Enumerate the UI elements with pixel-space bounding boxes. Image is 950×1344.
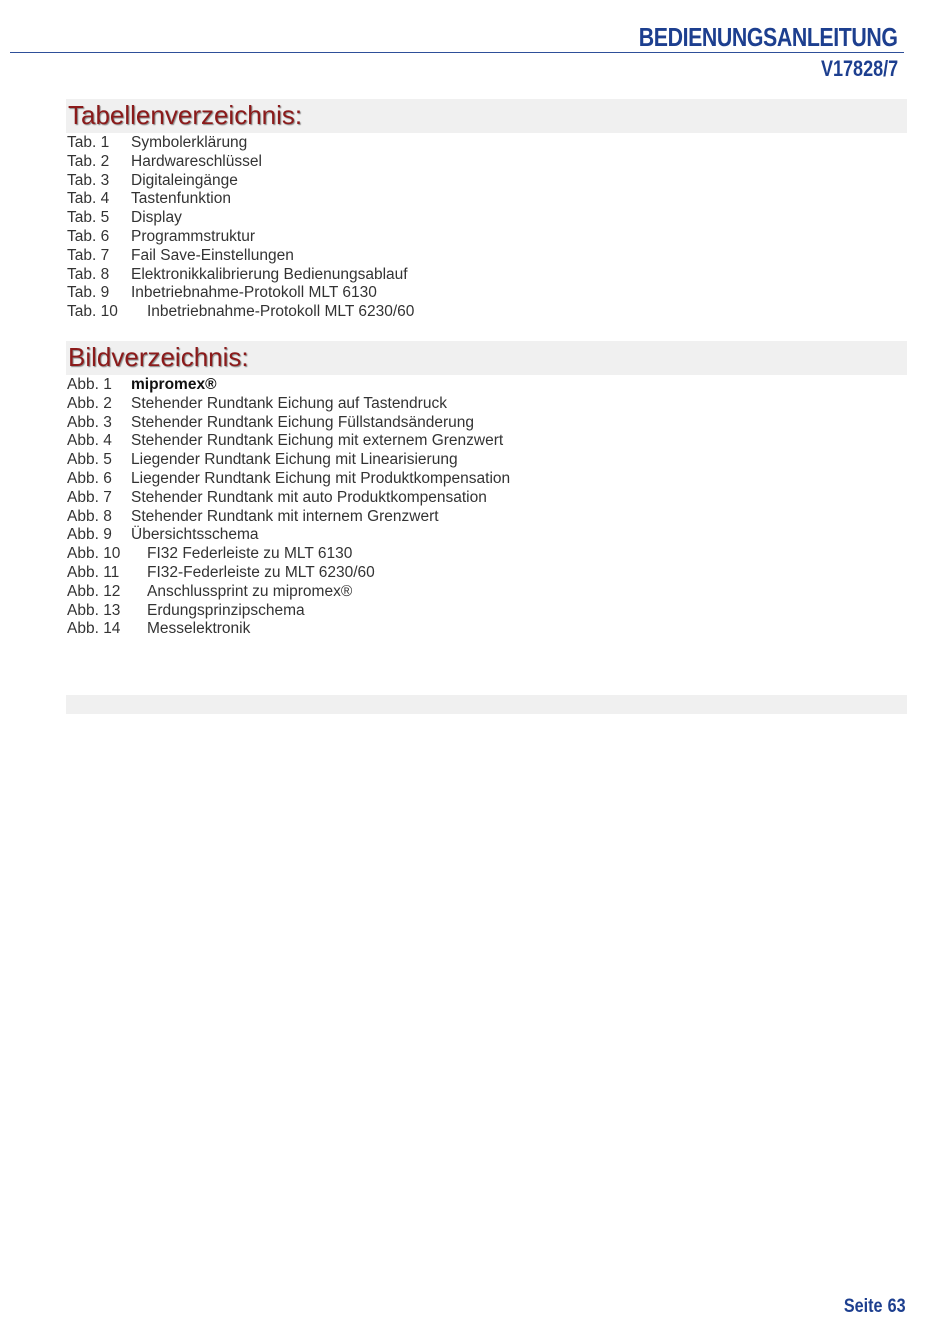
item-label: Stehender Rundtank mit auto Produktkompensation xyxy=(131,488,487,506)
item-label: Anschlussprint zu mipromex® xyxy=(147,582,353,600)
item-number: Tab. 1 xyxy=(67,134,110,151)
item-label: Stehender Rundtank Eichung auf Tastendruck xyxy=(131,394,447,412)
item-label: Tastenfunktion xyxy=(131,190,231,208)
list-item[interactable] xyxy=(67,153,414,172)
list-item[interactable] xyxy=(67,620,510,639)
list-item[interactable] xyxy=(67,303,414,322)
item-number: Abb. 4 xyxy=(67,432,112,450)
item-label: Stehender Rundtank Eichung mit externem Grenzwert xyxy=(131,432,504,450)
item-number: Abb. 6 xyxy=(67,469,112,487)
item-number: Abb. 1 xyxy=(67,376,112,393)
item-label: mipromex® xyxy=(131,376,217,393)
list-item[interactable] xyxy=(67,470,510,489)
item-label: Liegender Rundtank Eichung mit Produktkompensation xyxy=(131,469,511,487)
item-label: Übersichtsschema xyxy=(131,526,259,544)
figures-section-header xyxy=(66,341,907,375)
item-number: Tab. 2 xyxy=(67,152,110,170)
item-label: Stehender Rundtank Eichung Füllstandsänderung xyxy=(131,413,474,431)
item-label: Erdungsprinzipschema xyxy=(147,601,305,619)
figures-section-title: Bildverzeichnis: xyxy=(68,342,249,372)
item-label: Messelektronik xyxy=(147,620,251,638)
item-label: Symbolerklärung xyxy=(131,134,248,151)
list-item[interactable] xyxy=(67,247,414,266)
item-label: Programmstruktur xyxy=(131,227,256,245)
item-label: FI32-Federleiste zu MLT 6230/60 xyxy=(147,563,375,581)
item-number: Abb. 3 xyxy=(67,413,112,431)
table-of-figures xyxy=(67,376,510,639)
item-number: Abb. 5 xyxy=(67,451,112,469)
tables-section-header xyxy=(66,99,907,133)
list-item[interactable] xyxy=(67,545,510,564)
page-footer xyxy=(844,1296,906,1318)
list-item[interactable] xyxy=(67,489,510,508)
item-number: Abb. 10 xyxy=(67,545,121,563)
list-item[interactable] xyxy=(67,172,414,191)
item-label: Elektronikkalibrierung Bedienungsablauf xyxy=(131,265,408,283)
list-item[interactable] xyxy=(67,190,414,209)
item-number: Tab. 5 xyxy=(67,209,110,227)
item-label: Fail Save-Einstellungen xyxy=(131,246,294,264)
empty-section-bar xyxy=(66,695,907,714)
item-number: Tab. 10 xyxy=(67,303,118,321)
item-number: Tab. 9 xyxy=(67,284,110,302)
list-item[interactable] xyxy=(67,508,510,527)
item-number: Tab. 8 xyxy=(67,265,110,283)
item-number: Abb. 13 xyxy=(67,601,121,619)
list-item[interactable] xyxy=(67,451,510,470)
item-number: Abb. 7 xyxy=(67,488,112,506)
header-divider xyxy=(10,52,904,53)
list-item[interactable] xyxy=(67,266,414,285)
list-item[interactable] xyxy=(67,564,510,583)
item-number: Tab. 3 xyxy=(67,171,110,189)
item-number: Tab. 6 xyxy=(67,227,110,245)
item-label: Hardwareschlüssel xyxy=(131,152,262,170)
item-number: Tab. 7 xyxy=(67,246,110,264)
item-label: Digitaleingänge xyxy=(131,171,238,189)
tables-section-title: Tabellenverzeichnis: xyxy=(68,100,303,130)
list-item[interactable] xyxy=(67,284,414,303)
list-item[interactable] xyxy=(67,602,510,621)
item-number: Tab. 4 xyxy=(67,190,110,208)
list-item[interactable] xyxy=(67,432,510,451)
item-label: Inbetriebnahme-Protokoll MLT 6130 xyxy=(131,284,377,302)
item-number: Abb. 8 xyxy=(67,507,112,525)
item-label: Display xyxy=(131,209,182,227)
list-item[interactable] xyxy=(67,526,510,545)
table-of-tables xyxy=(67,134,414,322)
list-item[interactable] xyxy=(67,395,510,414)
list-item[interactable] xyxy=(67,376,510,395)
list-item[interactable] xyxy=(67,228,414,247)
document-title: BEDIENUNGSANLEITUNG xyxy=(639,22,898,52)
item-label: Liegender Rundtank Eichung mit Linearisierung xyxy=(131,451,458,469)
list-item[interactable] xyxy=(67,209,414,228)
item-label: Stehender Rundtank mit internem Grenzwert xyxy=(131,507,439,525)
item-label: Inbetriebnahme-Protokoll MLT 6230/60 xyxy=(147,303,415,321)
list-item[interactable] xyxy=(67,414,510,433)
item-number: Abb. 14 xyxy=(67,620,121,638)
page-number: 63 xyxy=(888,1296,906,1317)
item-number: Abb. 11 xyxy=(67,563,120,581)
document-number: V17828/7 xyxy=(820,56,898,81)
item-number: Abb. 9 xyxy=(67,526,112,544)
item-number: Abb. 2 xyxy=(67,394,112,412)
page-label: Seite xyxy=(844,1296,883,1317)
item-number: Abb. 12 xyxy=(67,582,121,600)
item-label: FI32 Federleiste zu MLT 6130 xyxy=(147,545,353,563)
list-item[interactable] xyxy=(67,134,414,153)
list-item[interactable] xyxy=(67,583,510,602)
